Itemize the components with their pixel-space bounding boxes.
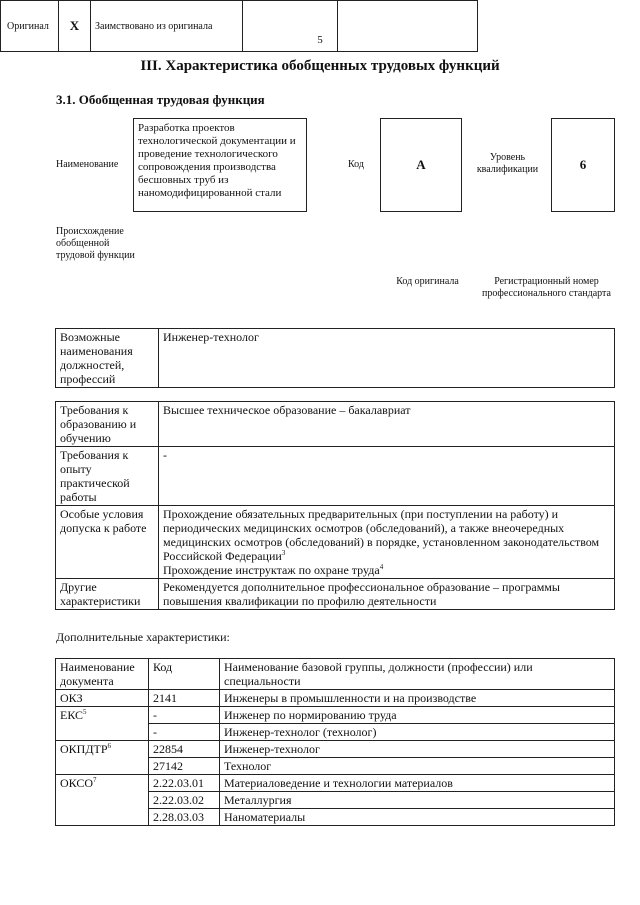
table-row [56, 506, 615, 579]
table-row [56, 690, 615, 707]
eks-name [56, 707, 149, 741]
table-row [56, 447, 615, 506]
original-code-label: Код оригинала [396, 276, 459, 287]
okz-name: ОКЗ [56, 690, 149, 707]
admission-text-2: Прохождение инструктаж по охране труда [163, 563, 380, 577]
okso-code: 2.28.03.03 [149, 809, 220, 826]
okz-code: 2141 [149, 690, 220, 707]
additional-heading: Дополнительные характеристики: [56, 630, 230, 644]
positions-value: Инженер-технолог [159, 329, 615, 388]
subsection-title: 3.1. Обобщенная трудовая функция [56, 92, 265, 107]
original-label: Оригинал [1, 1, 59, 51]
okpdtr-code: 22854 [149, 741, 220, 758]
other-label: Другие характеристики [56, 579, 159, 610]
table-row [56, 707, 615, 724]
borrowed-label: Заимствовано из оригинала [91, 1, 243, 51]
table-row [56, 402, 615, 447]
positions-label: Возможные наименования должностей, профессий [56, 329, 159, 388]
qualification-level-box: 6 [551, 118, 615, 212]
table-row [56, 659, 615, 690]
section-title: III. Характеристика обобщенных трудовых функций [140, 58, 500, 74]
header-name: Наименование базовой группы, должности (профессии) или специальности [220, 659, 615, 690]
okso-value: Наноматериалы [220, 809, 615, 826]
okso-value: Материаловедение и технологии материалов [220, 775, 615, 792]
footnote-6: 6 [107, 742, 112, 750]
table-row [56, 775, 615, 792]
okpdtr-code: 27142 [149, 758, 220, 775]
footnote-3: 3 [281, 549, 286, 557]
okso-code: 2.22.03.01 [149, 775, 220, 792]
okpdtr-value: Технолог [220, 758, 615, 775]
eks-code: - [149, 724, 220, 741]
experience-label: Требования к опыту практической работы [56, 447, 159, 506]
table-row [56, 329, 615, 388]
okz-value: Инженеры в промышленности и на производстве [220, 690, 615, 707]
header-code: Код [149, 659, 220, 690]
okso-value: Металлургия [220, 792, 615, 809]
education-label: Требования к образованию и обучению [56, 402, 159, 447]
header-document: Наименование документа [56, 659, 149, 690]
footnote-5: 5 [83, 708, 87, 716]
positions-table [55, 328, 615, 388]
eks-name-text: ЕКС [60, 708, 84, 722]
okpdtr-value: Инженер-технолог [220, 741, 615, 758]
okso-code: 2.22.03.02 [149, 792, 220, 809]
additional-table [55, 658, 615, 826]
admission-value [159, 506, 615, 579]
experience-value: - [159, 447, 615, 506]
function-name-box: Разработка проектов технологической документации и проведение технологического сопровождения производства бесшовных труб из наномодифицированной стали [133, 118, 307, 212]
table-row [56, 579, 615, 610]
eks-value: Инженер по нормированию труда [220, 707, 615, 724]
other-value: Рекомендуется дополнительное профессиональное образование – программы повышения квалификации по профилю деятельности [159, 579, 615, 610]
eks-value: Инженер-технолог (технолог) [220, 724, 615, 741]
requirements-table [55, 401, 615, 610]
eks-code: - [149, 707, 220, 724]
okpdtr-name [56, 741, 149, 775]
page-number: 5 [317, 34, 323, 46]
admission-text: Прохождение обязательных предварительных (при поступлении на работу) и периодических медицинских осмотров (обследований), а также внеочередных медицинских осмотров (обследований) в порядке, установленном законодательством Российской Федерации [163, 507, 600, 563]
footnote-4: 4 [379, 563, 384, 571]
education-value: Высшее техническое образование – бакалавриат [159, 402, 615, 447]
code-label: Код [348, 159, 364, 170]
okso-name-text: ОКСО [60, 776, 94, 790]
admission-label: Особые условия допуска к работе [56, 506, 159, 579]
qualification-level-label: Уровень квалификации [476, 152, 539, 175]
name-label: Наименование [56, 159, 119, 170]
code-value-box: A [380, 118, 462, 212]
reg-number-label: Регистрационный номер профессионального стандарта [482, 276, 611, 299]
origin-label: Происхождение обобщенной трудовой функции [56, 226, 135, 261]
table-row [56, 741, 615, 758]
okpdtr-name-text: ОКПДТР [60, 742, 108, 756]
footnote-7: 7 [93, 776, 97, 784]
okso-name [56, 775, 149, 826]
original-mark: X [59, 1, 91, 51]
